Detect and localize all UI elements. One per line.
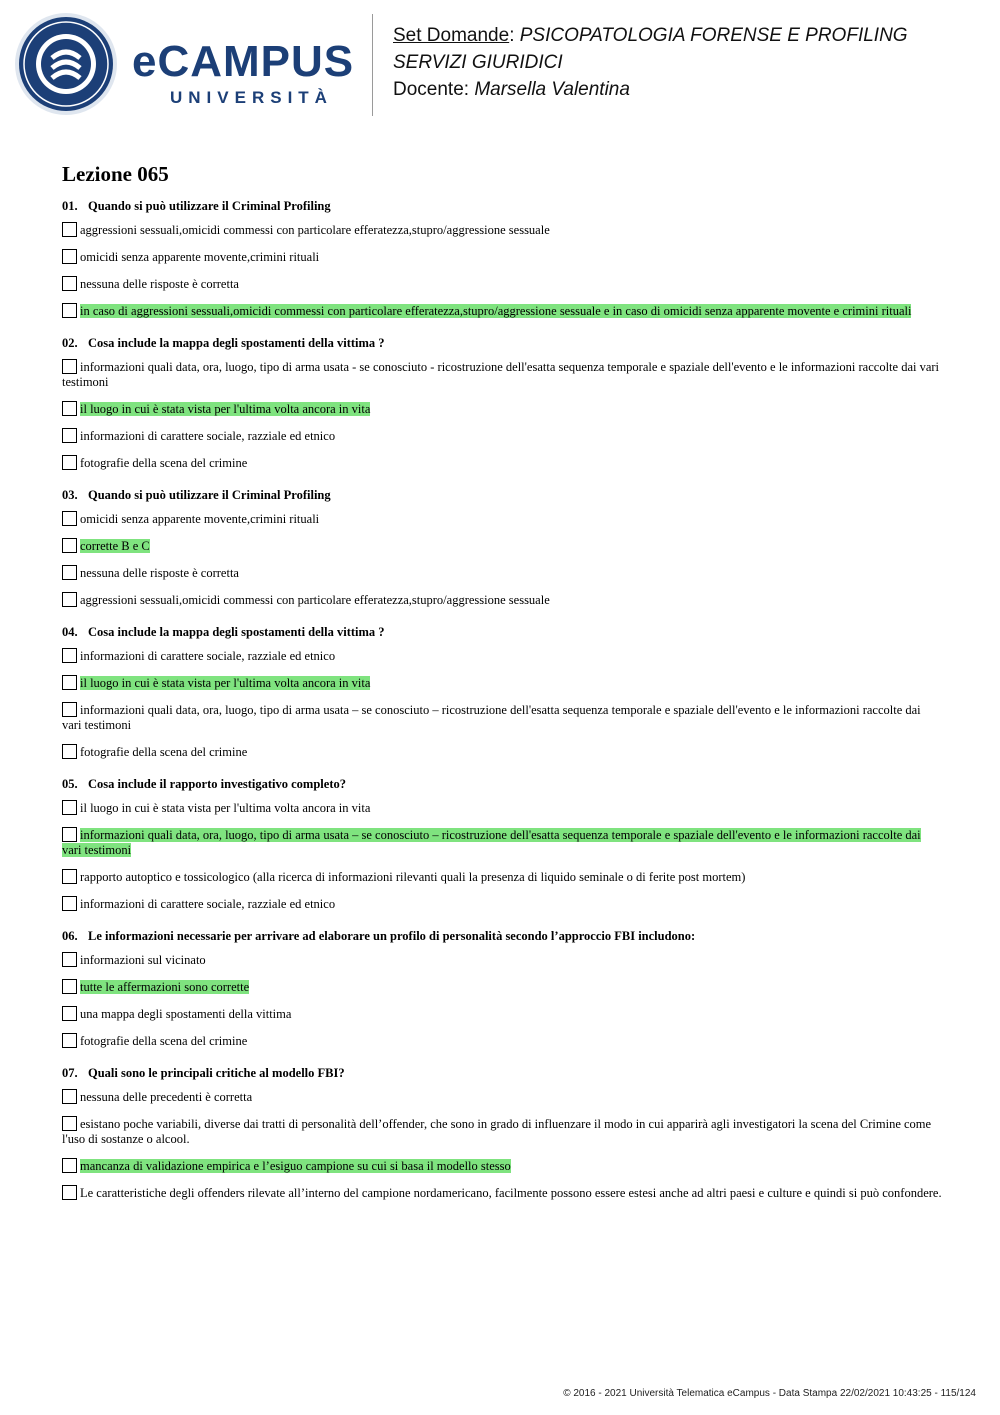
- answer-option: [62, 428, 942, 444]
- checkbox-icon[interactable]: [62, 511, 77, 526]
- question-number: 02.: [62, 336, 78, 350]
- correct-answer-text: mancanza di validazione empirica e l’esiguo campione su cui si basa il modello stesso: [80, 1159, 511, 1173]
- answer-text: informazioni sul vicinato: [80, 953, 206, 967]
- checkbox-icon[interactable]: [62, 359, 77, 374]
- correct-answer-text: informazioni quali data, ora, luogo, tipo di arma usata – se conosciuto – ricostruzione dell'esatta sequenza temporale e spaziale dell'evento e le informazioni raccolte dai vari testimoni: [62, 828, 921, 857]
- set-title-line1: PSICOPATOLOGIA FORENSE E PROFILING: [519, 25, 908, 46]
- correct-answer-text: tutte le affermazioni sono corrette: [80, 980, 250, 994]
- answer-text: rapporto autoptico e tossicologico (alla ricerca di informazioni rilevanti quali la presenza di liquido seminale o di ferite post mortem): [80, 870, 746, 884]
- checkbox-icon[interactable]: [62, 1116, 77, 1131]
- checkbox-icon[interactable]: [62, 1033, 77, 1048]
- ecampus-logo-wordmark: eCAMPUS: [132, 37, 355, 86]
- checkbox-icon[interactable]: [62, 428, 77, 443]
- answer-option: [62, 1116, 942, 1147]
- question-text: [62, 487, 942, 503]
- answer-text: aggressioni sessuali,omicidi commessi con particolare efferatezza,stupro/aggressione sessuale: [80, 593, 550, 607]
- docente-label: Docente:: [393, 79, 470, 100]
- checkbox-icon[interactable]: [62, 827, 77, 842]
- answer-text: omicidi senza apparente movente,crimini rituali: [80, 250, 320, 264]
- answer-text: omicidi senza apparente movente,crimini rituali: [80, 512, 320, 526]
- checkbox-icon[interactable]: [62, 538, 77, 553]
- checkbox-icon[interactable]: [62, 702, 77, 717]
- questions-list: [62, 198, 942, 1201]
- answer-text: fotografie della scena del crimine: [80, 456, 248, 470]
- lesson-title: Lezione 065: [62, 162, 169, 186]
- correct-answer-text: corrette B e C: [80, 539, 150, 553]
- answer-text: una mappa degli spostamenti della vittima: [80, 1007, 292, 1021]
- answer-option: [62, 675, 942, 691]
- checkbox-icon[interactable]: [62, 222, 77, 237]
- answer-option: [62, 222, 942, 238]
- answer-option: [62, 869, 942, 885]
- answer-text: nessuna delle risposte è corretta: [80, 277, 239, 291]
- checkbox-icon[interactable]: [62, 1006, 77, 1021]
- question-label: Quali sono le principali critiche al modello FBI?: [88, 1066, 345, 1080]
- question-text: [62, 624, 942, 640]
- checkbox-icon[interactable]: [62, 592, 77, 607]
- checkbox-icon[interactable]: [62, 249, 77, 264]
- answer-text: informazioni di carattere sociale, razziale ed etnico: [80, 429, 336, 443]
- ecampus-logo-subtitle: UNIVERSITÀ: [170, 88, 333, 107]
- answer-text: il luogo in cui è stata vista per l'ultima volta ancora in vita: [80, 801, 371, 815]
- question-number: 04.: [62, 625, 78, 639]
- answer-option: [62, 359, 942, 390]
- answer-text: informazioni quali data, ora, luogo, tipo di arma usata - se conosciuto - ricostruzione dell'esatta sequenza temporale e spaziale dell'evento e le informazioni raccolte dai vari testimoni: [62, 360, 940, 389]
- checkbox-icon[interactable]: [62, 1089, 77, 1104]
- checkbox-icon[interactable]: [62, 401, 77, 416]
- answer-option: [62, 827, 942, 858]
- answer-option: [62, 565, 942, 581]
- correct-answer-text: in caso di aggressioni sessuali,omicidi commessi con particolare efferatezza,stupro/aggressione sessuale e in caso di omicidi senza apparente movente e crimini rituali: [80, 304, 912, 318]
- answer-option: [62, 702, 942, 733]
- question-number: 03.: [62, 488, 78, 502]
- answer-option: [62, 896, 942, 912]
- checkbox-icon[interactable]: [62, 303, 77, 318]
- checkbox-icon[interactable]: [62, 276, 77, 291]
- docente-name: Marsella Valentina: [474, 79, 630, 100]
- checkbox-icon[interactable]: [62, 800, 77, 815]
- question-label: Cosa include la mappa degli spostamenti della vittima ?: [88, 625, 385, 639]
- answer-option: [62, 800, 942, 816]
- question-number: 05.: [62, 777, 78, 791]
- checkbox-icon[interactable]: [62, 744, 77, 759]
- answer-option: [62, 276, 942, 292]
- answer-option: [62, 538, 942, 554]
- checkbox-icon[interactable]: [62, 1158, 77, 1173]
- checkbox-icon[interactable]: [62, 565, 77, 580]
- question-number: 01.: [62, 199, 78, 213]
- answer-option: [62, 249, 942, 265]
- answer-option: [62, 511, 942, 527]
- answer-option: [62, 952, 942, 968]
- question-number: 07.: [62, 1066, 78, 1080]
- page-footer: © 2016 - 2021 Università Telematica eCampus - Data Stampa 22/02/2021 10:43:25 - 115/124: [563, 1388, 976, 1399]
- answer-option: [62, 979, 942, 995]
- ecampus-seal-logo-icon: [14, 12, 118, 116]
- answer-option: [62, 303, 942, 319]
- question-block: [62, 1065, 942, 1201]
- checkbox-icon[interactable]: [62, 648, 77, 663]
- answer-option: [62, 1033, 942, 1049]
- course-info: Set Domande: PSICOPATOLOGIA FORENSE E PROFILING SERVIZI GIURIDICI Docente: Marsella Valentina: [393, 25, 908, 100]
- answer-text: informazioni di carattere sociale, razziale ed etnico: [80, 649, 336, 663]
- answer-text: Le caratteristiche degli offenders rilevate all’interno del campione nordamericano, facilmente possono essere estesi anche ad altri paesi e culture e quindi si può confondere.: [80, 1186, 942, 1200]
- answer-text: nessuna delle risposte è corretta: [80, 566, 239, 580]
- answer-text: informazioni di carattere sociale, razziale ed etnico: [80, 897, 336, 911]
- checkbox-icon[interactable]: [62, 1185, 77, 1200]
- answer-option: [62, 1185, 942, 1201]
- answer-text: aggressioni sessuali,omicidi commessi con particolare efferatezza,stupro/aggressione sessuale: [80, 223, 550, 237]
- checkbox-icon[interactable]: [62, 455, 77, 470]
- page-header: [0, 0, 1000, 130]
- answer-option: [62, 1089, 942, 1105]
- question-text: [62, 198, 942, 214]
- answer-option: [62, 455, 942, 471]
- question-number: 06.: [62, 929, 78, 943]
- answer-text: fotografie della scena del crimine: [80, 1034, 248, 1048]
- question-label: Cosa include la mappa degli spostamenti della vittima ?: [88, 336, 385, 350]
- set-title-line2: SERVIZI GIURIDICI: [393, 52, 563, 73]
- answer-option: [62, 744, 942, 760]
- question-set: [62, 160, 942, 1217]
- set-label: Set Domande: [393, 25, 510, 46]
- answer-text: nessuna delle precedenti è corretta: [80, 1090, 253, 1104]
- checkbox-icon[interactable]: [62, 896, 77, 911]
- question-label: Quando si può utilizzare il Criminal Profiling: [88, 199, 331, 213]
- answer-option: [62, 592, 942, 608]
- question-text: [62, 928, 942, 944]
- question-block: [62, 335, 942, 471]
- checkbox-icon[interactable]: [62, 952, 77, 967]
- question-block: [62, 928, 942, 1049]
- answer-option: [62, 1158, 942, 1174]
- answer-option: [62, 401, 942, 417]
- answer-text: esistano poche variabili, diverse dai tratti di personalità dell’offender, che sono in grado di influenzare il modo in cui apparirà agli investigatori la scena del Crimine come l'uso di sostanze o alcool.: [62, 1117, 932, 1146]
- correct-answer-text: il luogo in cui è stata vista per l'ultima volta ancora in vita: [80, 402, 371, 416]
- checkbox-icon[interactable]: [62, 869, 77, 884]
- answer-text: fotografie della scena del crimine: [80, 745, 248, 759]
- checkbox-icon[interactable]: [62, 979, 77, 994]
- question-text: [62, 1065, 942, 1081]
- answer-text: informazioni quali data, ora, luogo, tipo di arma usata – se conosciuto – ricostruzione dell'esatta sequenza temporale e spaziale dell'evento e le informazioni raccolte dai vari testimoni: [62, 703, 921, 732]
- question-label: Le informazioni necessarie per arrivare ad elaborare un profilo di personalità secondo l’approccio FBI includono:: [88, 929, 696, 943]
- header-divider: [372, 14, 373, 116]
- question-block: [62, 487, 942, 608]
- question-block: [62, 198, 942, 319]
- question-block: [62, 776, 942, 912]
- question-label: Cosa include il rapporto investigativo completo?: [88, 777, 346, 791]
- answer-option: [62, 648, 942, 664]
- question-text: [62, 776, 942, 792]
- question-text: [62, 335, 942, 351]
- checkbox-icon[interactable]: [62, 675, 77, 690]
- question-block: [62, 624, 942, 760]
- question-label: Quando si può utilizzare il Criminal Profiling: [88, 488, 331, 502]
- answer-option: [62, 1006, 942, 1022]
- correct-answer-text: il luogo in cui è stata vista per l'ultima volta ancora in vita: [80, 676, 371, 690]
